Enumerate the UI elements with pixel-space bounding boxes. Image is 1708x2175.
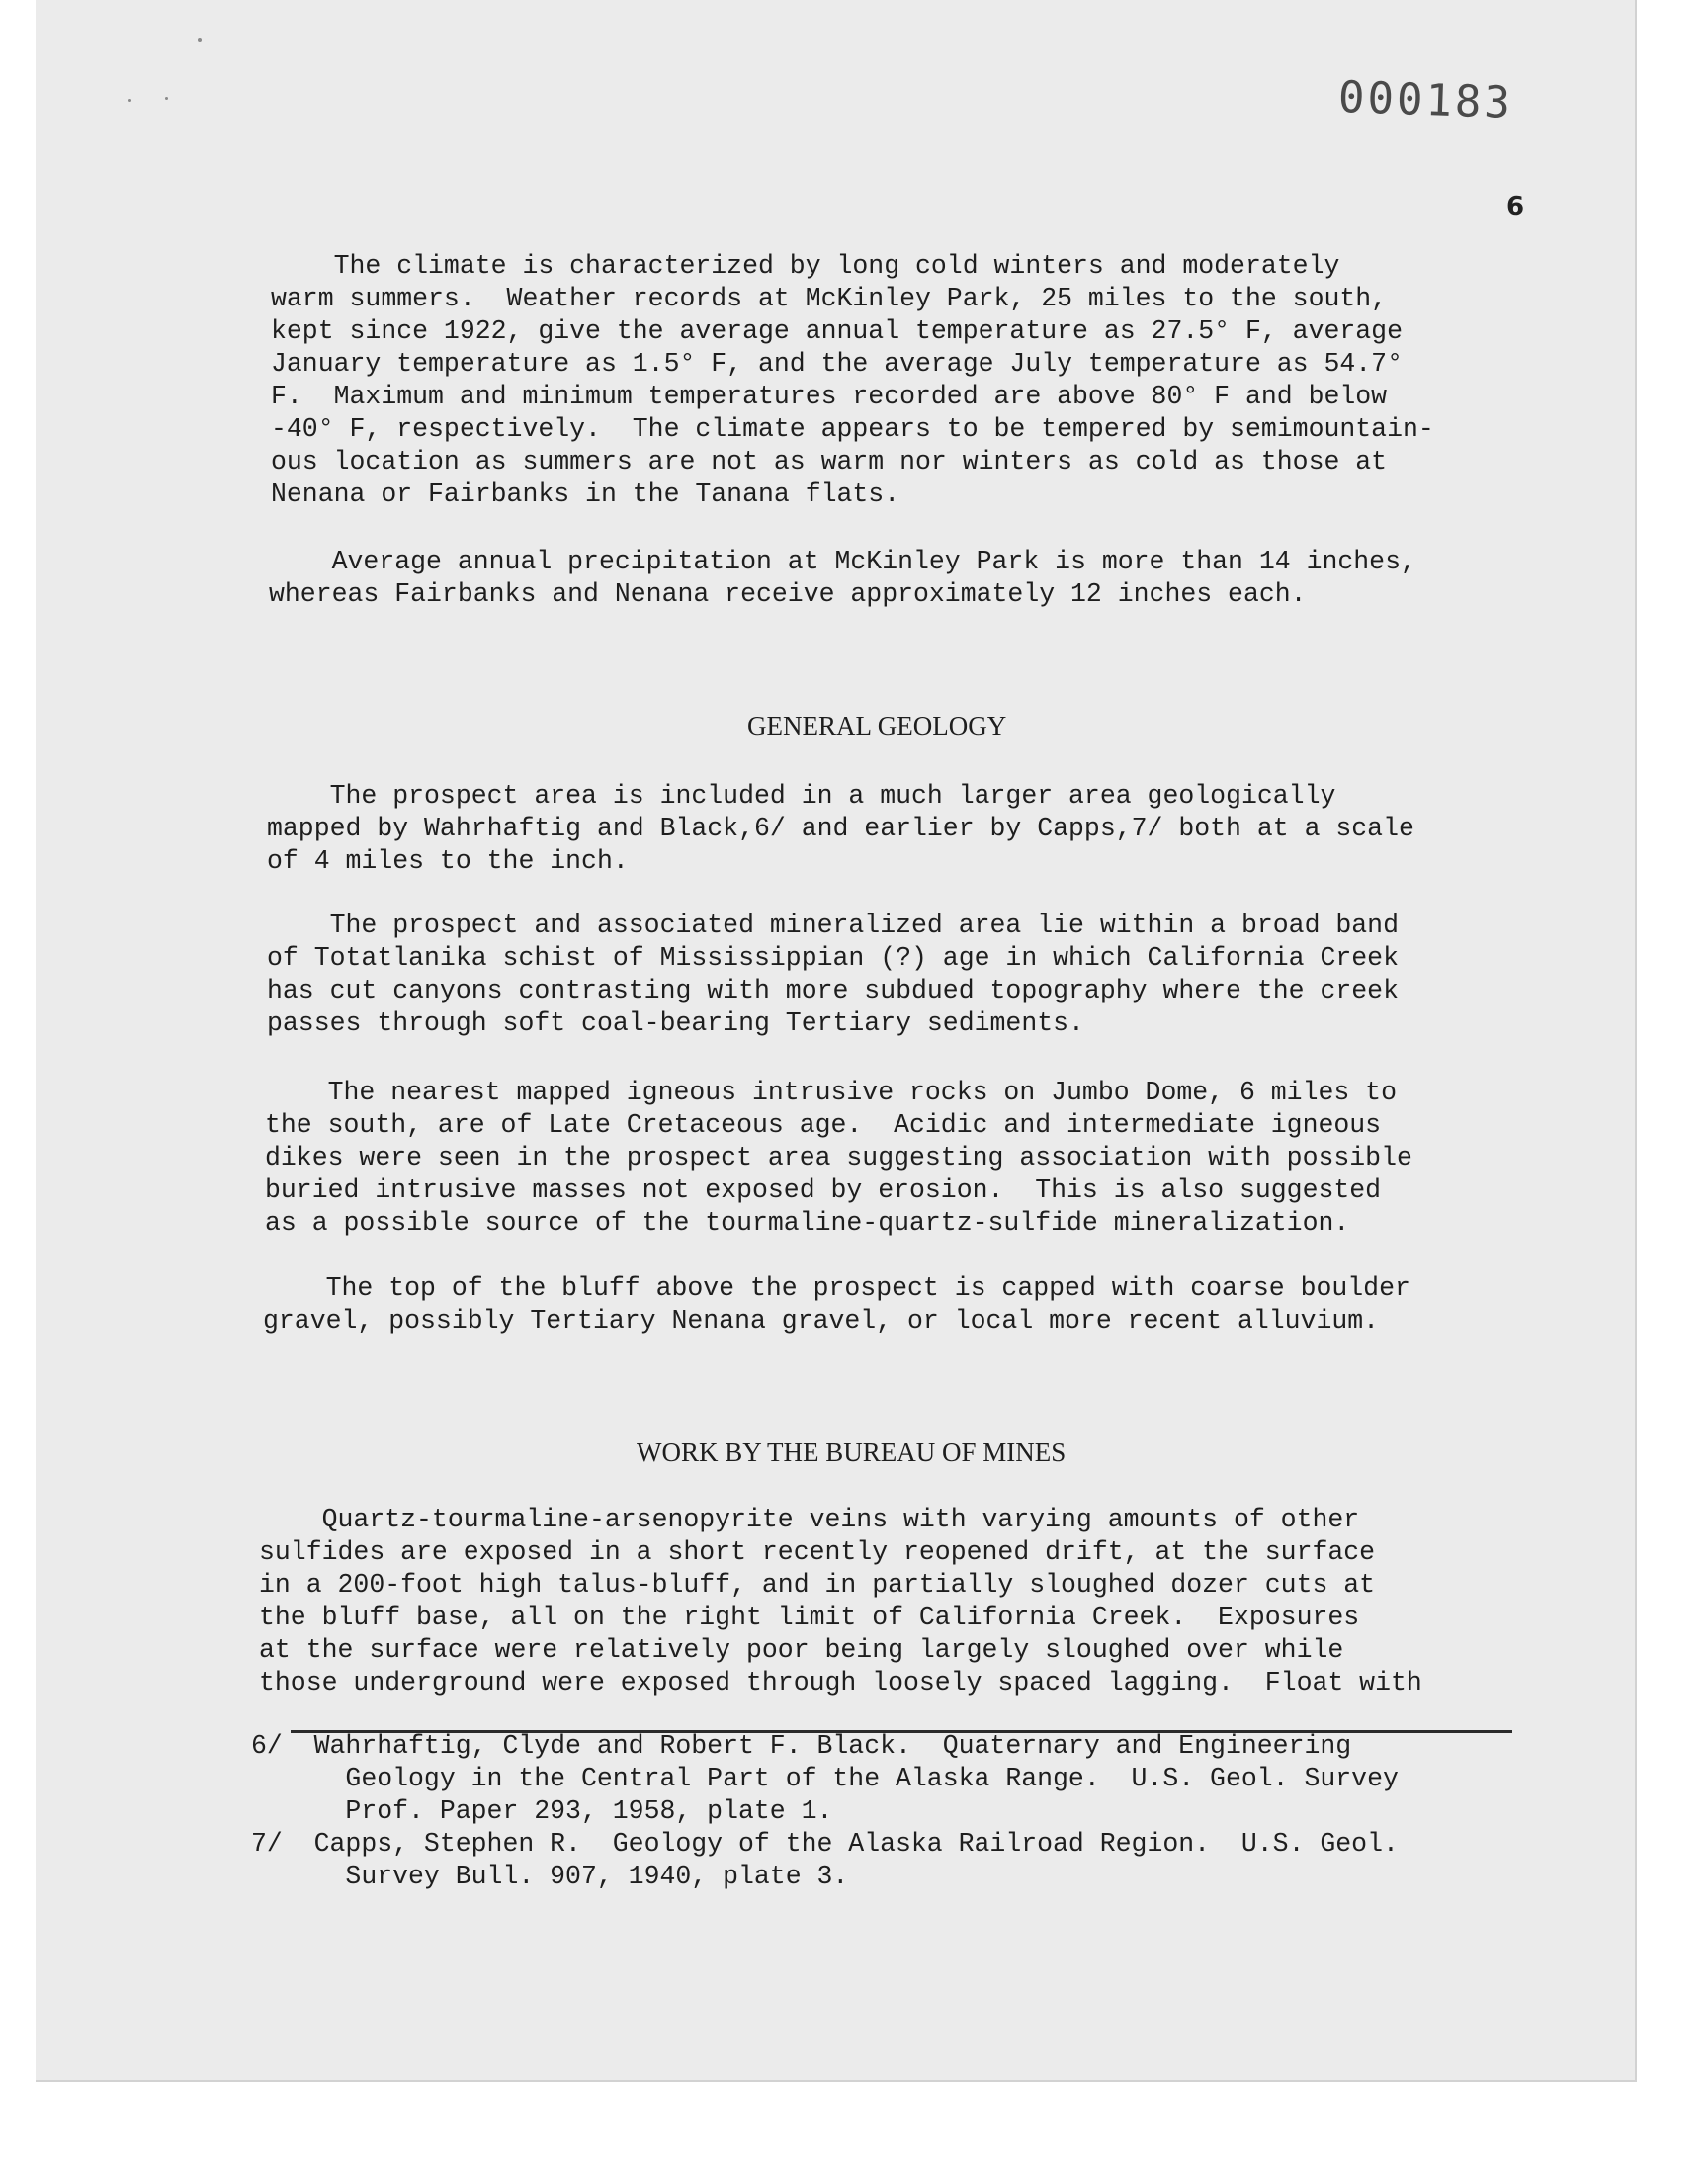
document-stamp-number: 000183 (1337, 71, 1514, 130)
climate-paragraph: The climate is characterized by long cold winters and moderately warm summers. Weather records at McKinley Park, 25 miles to the south, kept since 1922, give the average annual temperature as 27.5° F, average January temperature as 1.5° F, and the average July temperature as 54.7° F. Maximum and minimum temperatures recorded are above 80° F and below -40° F, respectively. The climate appears to be tempered by semimountain- ous location as summers are not as warm nor winters as cold as those at Nenana or Fairbanks in the Tanana flats. (271, 251, 1434, 509)
footnote-7: 7/ Capps, Stephen R. Geology of the Alaska Railroad Region. U.S. Geol. Survey Bull. 907, 1940, plate 3. (251, 1829, 1399, 1891)
precipitation-paragraph: Average annual precipitation at McKinley Park is more than 14 inches, whereas Fairbanks and Nenana receive approximately 12 inches each. (269, 547, 1416, 609)
prospect-area-paragraph: The prospect area is included in a much larger area geologically mapped by Wahrhaftig and Black,6/ and earlier by Capps,7/ both at a scale of 4 miles to the inch. (267, 781, 1414, 876)
scan-speck (198, 38, 202, 42)
scan-speck (165, 97, 168, 100)
document-page (36, 0, 1637, 2082)
bluff-gravel-paragraph: The top of the bluff above the prospect is capped with coarse boulder gravel, possibly Tertiary Nenana gravel, or local more recent alluvium. (263, 1273, 1410, 1336)
mineralized-area-paragraph: The prospect and associated mineralized area lie within a broad band of Totatlanika schist of Mississippian (?) age in which California Creek has cut canyons contrasting with more subdued topography where the creek passes through soft coal-bearing Tertiary sediments. (267, 911, 1399, 1038)
footnote-6: 6/ Wahrhaftig, Clyde and Robert F. Black. Quaternary and Engineering Geology in the Central Part of the Alaska Range. U.S. Geol. Survey Prof. Paper 293, 1958, plate 1. (251, 1731, 1399, 1826)
veins-paragraph: Quartz-tourmaline-arsenopyrite veins with varying amounts of other sulfides are exposed in a short recently reopened drift, at the surface in a 200-foot high talus-bluff, and in partially sloughed dozer cuts at the bluff base, all on the right limit of California Creek. Exposures at the surface were relatively poor being largely sloughed over while those underground were exposed through loosely spaced lagging. Float with (259, 1505, 1422, 1697)
igneous-rocks-paragraph: The nearest mapped igneous intrusive rocks on Jumbo Dome, 6 miles to the south, are of Late Cretaceous age. Acidic and intermediate igneous dikes were seen in the prospect area suggesting association with possible buried intrusive masses not exposed by erosion. This is also suggested as a possible source of the tourmaline-quartz-sulfide mineralization. (265, 1078, 1412, 1238)
bureau-work-heading: WORK BY THE BUREAU OF MINES (637, 1437, 1067, 1467)
scan-speck (128, 99, 131, 102)
page-number: 6 (1506, 192, 1525, 221)
general-geology-heading: GENERAL GEOLOGY (747, 711, 1007, 740)
